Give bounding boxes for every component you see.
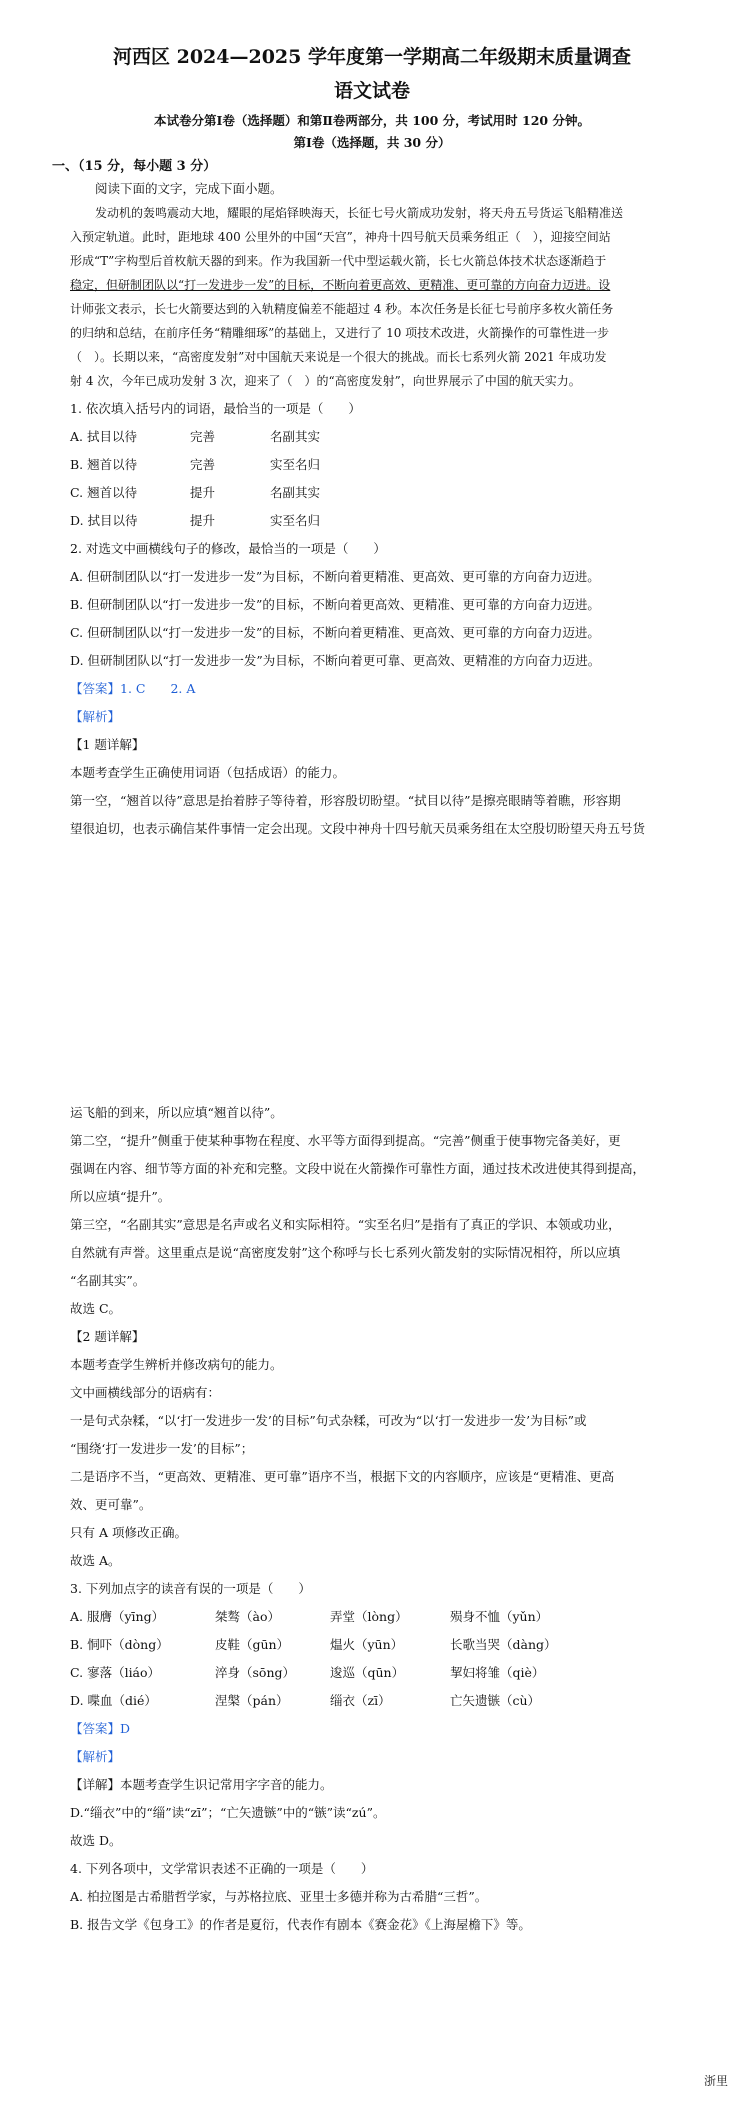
- passage-line: 发动机的轰鸣震动大地，耀眼的尾焰铎映海天，长征七号火箭成功发射，将天舟五号货运飞船精准送: [95, 206, 624, 220]
- question-4-stem: 4. 下列各项中，文学常识表述不正确的一项是（ ）: [70, 1861, 374, 1876]
- answer-tag: 【答案】1. C 2. A: [70, 681, 196, 696]
- question-4-option-a: A. 柏拉图是古希腊哲学家，与苏格拉底、亚里士多德并称为古希腊“三哲”。: [70, 1889, 488, 1904]
- passage-line: 入预定轨道。此时，距地球 400 公里外的中国“天宫”，神舟十四号航天员乘务组正（ ），迎接空间站: [70, 230, 611, 244]
- detail-line: 二是语序不当，“更高效、更精准、更可靠”语序不当，根据下文的内容顺序，应该是“更精准、更高: [70, 1469, 615, 1484]
- analysis-tag: 【解析】: [70, 709, 121, 724]
- detail-line: 效、更可靠”。: [70, 1497, 152, 1512]
- detail-line: 第三空，“名副其实”意思是名声或名义和实际相符。“实至名归”是指有了真正的学识、本领或功业，: [70, 1217, 621, 1232]
- detail-line: 故选 A。: [70, 1553, 121, 1568]
- detail-line: 第一空，“翘首以待”意思是抬着脖子等待着，形容殷切盼望。“拭目以待”是擦亮眼睛等着瞧，形容期: [70, 793, 621, 808]
- part-heading: 第Ⅰ卷（选择题，共 30 分）: [293, 135, 451, 150]
- footer-label: 浙里: [703, 2074, 728, 2088]
- passage-line: 的归纳和总结，在前序任务“精雕细琢”的基础上，又进行了 10 项技术改进，火箭操作的可靠性进一步: [70, 326, 610, 340]
- detail-line: 本题考查学生正确使用词语（包括成语）的能力。: [70, 765, 346, 780]
- page-subtitle: 语文试卷: [333, 80, 410, 102]
- question-2-stem: 2. 对选文中画横线句子的修改，最恰当的一项是（ ）: [70, 541, 386, 556]
- detail-line: 一是句式杂糅，“以‘打一发进步一发’的目标”句式杂糅，可改为“以‘打一发进步一发’为目标”或: [70, 1413, 587, 1428]
- passage-line: 射 4 次，今年已成功发射 3 次，迎来了（ ）的“高密度发射”，向世界展示了中国的航天实力。: [70, 374, 581, 388]
- exam-note: 本试卷分第Ⅰ卷（选择题）和第Ⅱ卷两部分，共 100 分，考试用时 120 分钟。: [154, 113, 590, 128]
- detail-line: 强调在内容、细节等方面的补充和完整。文段中说在火箭操作可靠性方面，通过技术改进使其得到提高，: [70, 1161, 646, 1176]
- passage-line: （ ）。长期以来，“高密度发射”对中国航天来说是一个很大的挑战。而长七系列火箭 2021 年成功发: [70, 350, 607, 364]
- blank-gap: [70, 960, 674, 1100]
- question-1-stem: 1. 依次填入括号内的词语，最恰当的一项是（ ）: [70, 401, 361, 416]
- detail-line: 望很迫切，也表示确信某件事情一定会出现。文段中神舟十四号航天员乘务组在太空殷切盼望天舟五号货: [70, 821, 646, 836]
- detail-line: 所以应填“提升”。: [70, 1189, 171, 1204]
- reading-instruction: 阅读下面的文字，完成下面小题。: [95, 181, 283, 196]
- detail-line: 故选 D。: [70, 1833, 122, 1848]
- detail-line: D.“缁衣”中的“缁”读“zī”；“亡矢遗镞”中的“镞”读“zú”。: [70, 1805, 386, 1820]
- detail-line: 运飞船的到来，所以应填“翘首以待”。: [70, 1105, 283, 1120]
- detail-line: 故选 C。: [70, 1301, 122, 1316]
- detail-tag: 【2 题详解】: [70, 1329, 145, 1344]
- detail-line: 文中画横线部分的语病有：: [70, 1385, 221, 1400]
- exam-page: 河西区 2024—2025 学年度第一学期高二年级期末质量调查 语文试卷 本试卷分第Ⅰ卷（选择题）和第Ⅱ卷两部分，共 100 分，考试用时 120 分钟。 第Ⅰ卷（选择题，共 30 分） 一、（15 分，每小题 3 分） 阅读下面的文字，完成下面小题。 发动机的轰鸣震动大地，耀眼的尾焰铎映海天，长征七号火箭成功发射，将天舟五号货运飞船精准送 入预定轨道。此时，距地球 400 公里外的中国“天宫”，神舟十四号航天员乘务组正（ ），迎接空间站 形成“T”字构型后首枚航天器的到来。作为我国新一代中型运载火箭，长七火箭总体技术状态逐渐趋于 稳定，但研制团队以“打一发进步一发”的目标，不断向着更高效、更精准、更可靠的方向奋力迈进。设 计师张文表示，长七火箭要达到的入轨精度偏差不能超过 4 秒。本次任务是长征七号前序多枚火箭任务 的归纳和总结，在前序任务“精雕细琢”的基础上，又进行了 10 项技术改进，火箭操作的可靠性进一步 （ ）。长期以来，“高密度发射”对中国航天来说是一个很大的挑战。而长七系列火箭 2021 年成功发 射 4 次，今年已成功发射 3 次，迎来了（ ）的“高密度发射”，向世界展示了中国的航天实力。 1. 依次填入括号内的词语，最恰当的一项是（ ） A. 拭目以待 完善 名副其实 B. 翘首以待 完善 实至名归 C. 翘首以待 提升 名副其实 D. 拭目以待 提升 实至名归 2. 对选文中画横线句子的修改，最恰当的一项是（ ） A. 但研制团队以“打一发进步一发”为目标，不断向着更精准、更高效、更可靠的方向奋力迈进。 B. 但研制团队以“打一发进步一发”的目标，不断向着更高效、更精准、更可靠的方向奋力迈进。 C. 但研制团队以“打一发进步一发”的目标，不断向着更精准、更高效、更可靠的方向奋力迈进。 D. 但研制团队以“打一发进步一发”为目标，不断向着更可靠、更高效、更精准的方向奋力迈进。 【答案】1. C 2. A 【解析】 【1 题详解】 本题考查学生正确使用词语（包括成语）的能力。 第一空，“翘首以待”意思是抬着脖子等待着，形容殷切盼望。“拭目以待”是擦亮眼睛等着瞧，形容期 望很迫切，也表示确信某件事情一定会出现。文段中神舟十四号航天员乘务组在太空殷切盼望天舟五号货 运飞船的到来，所以应填“翘首以待”。 第二空，“提升”侧重于使某种事物在程度、水平等方面得到提高。“完善”侧重于使事物完备美好，更 强调在内容、细节等方面的补充和完整。文段中说在火箭操作可靠性方面，通过技术改进使其得到提高， 所以应填“提升”。 第三空，“名副其实”意思是名声或名义和实际相符。“实至名归”是指有了真正的学识、本领或功业， 自然就有声誉。这里重点是说“高密度发射”这个称呼与长七系列火箭发射的实际情况相符，所以应填 “名副其实”。 故选 C。 【2 题详解】 本题考查学生辨析并修改病句的能力。 文中画横线部分的语病有： 一是句式杂糅，“以‘打一发进步一发’的目标”句式杂糅，可改为“以‘打一发进步一发’为目标”或 “围绕‘打一发进步一发’的目标”； 二是语序不当，“更高效、更精准、更可靠”语序不当，根据下文的内容顺序，应该是“更精准、更高 效、更可靠”。 只有 A 项修改正确。 故选 A。 3. 下列加点字的读音有误的一项是（ ） A. 服膺（yīng） 桀骜（ào） 弄堂（lòng） 殒身不恤（yǔn） B. 恫吓（dòng） 皮鞋（gūn） 煴火（yūn） 长歌当哭（dàng） C. 寥落（liáo） 淬身（sōng） 逡巡（qūn） 挈妇将雏（qiè） D. 喋血（dié） 涅槃（pán） 缁衣（zī） 亡矢遗镞（cù） 【答案】D 【解析】 【详解】本题考查学生识记常用字字音的能力。 D.“缁衣”中的“缁”读“zī”；“亡矢遗镞”中的“镞”读“zú”。 故选 D。 4. 下列各项中，文学常识表述不正确的一项是（ ） A. 柏拉图是古希腊哲学家，与苏格拉底、亚里士多德并称为古希腊“三哲”。 B. 报告文学《包身工》的作者是夏衍，代表作有剧本《赛金花》《上海屋檐下》等。 浙里: [0, 0, 744, 2104]
- question-2-option-b: B. 但研制团队以“打一发进步一发”的目标，不断向着更高效、更精准、更可靠的方向奋力迈进。: [70, 597, 600, 612]
- analysis-tag: 【解析】: [70, 1749, 121, 1764]
- detail-line: 本题考查学生辨析并修改病句的能力。: [70, 1357, 283, 1372]
- passage-line: 计师张文表示，长七火箭要达到的入轨精度偏差不能超过 4 秒。本次任务是长征七号前序多枚火箭任务: [70, 302, 614, 316]
- detail-line: “围绕‘打一发进步一发’的目标”；: [70, 1441, 254, 1456]
- detail-line: “名副其实”。: [70, 1273, 146, 1288]
- answer-tag: 【答案】D: [70, 1721, 131, 1736]
- question-2-option-c: C. 但研制团队以“打一发进步一发”的目标，不断向着更精准、更高效、更可靠的方向奋力迈进。: [70, 625, 600, 640]
- detail-line: 只有 A 项修改正确。: [70, 1525, 187, 1540]
- passage-line-underlined: 稳定，但研制团队以“打一发进步一发”的目标，不断向着更高效、更精准、更可靠的方向奋力迈进。设: [70, 278, 611, 292]
- section-heading: 一、（15 分，每小题 3 分）: [52, 159, 217, 174]
- page-title: 河西区 2024—2025 学年度第一学期高二年级期末质量调查: [113, 46, 631, 68]
- question-2-option-d: D. 但研制团队以“打一发进步一发”为目标，不断向着更可靠、更高效、更精准的方向奋力迈进。: [70, 653, 601, 668]
- detail-line: 【详解】本题考查学生识记常用字字音的能力。: [70, 1777, 333, 1792]
- question-2-option-a: A. 但研制团队以“打一发进步一发”为目标，不断向着更精准、更高效、更可靠的方向奋力迈进。: [70, 569, 600, 584]
- detail-tag: 【1 题详解】: [70, 737, 145, 752]
- question-4-option-b: B. 报告文学《包身工》的作者是夏衍，代表作有剧本《赛金花》《上海屋檐下》等。: [70, 1917, 531, 1932]
- question-3-stem: 3. 下列加点字的读音有误的一项是（ ）: [70, 1581, 311, 1596]
- passage-line: 形成“T”字构型后首枚航天器的到来。作为我国新一代中型运载火箭，长七火箭总体技术状态逐渐趋于: [70, 254, 607, 268]
- detail-line: 第二空，“提升”侧重于使某种事物在程度、水平等方面得到提高。“完善”侧重于使事物完备美好，更: [70, 1133, 621, 1148]
- detail-line: 自然就有声誉。这里重点是说“高密度发射”这个称呼与长七系列火箭发射的实际情况相符，所以应填: [70, 1245, 621, 1260]
